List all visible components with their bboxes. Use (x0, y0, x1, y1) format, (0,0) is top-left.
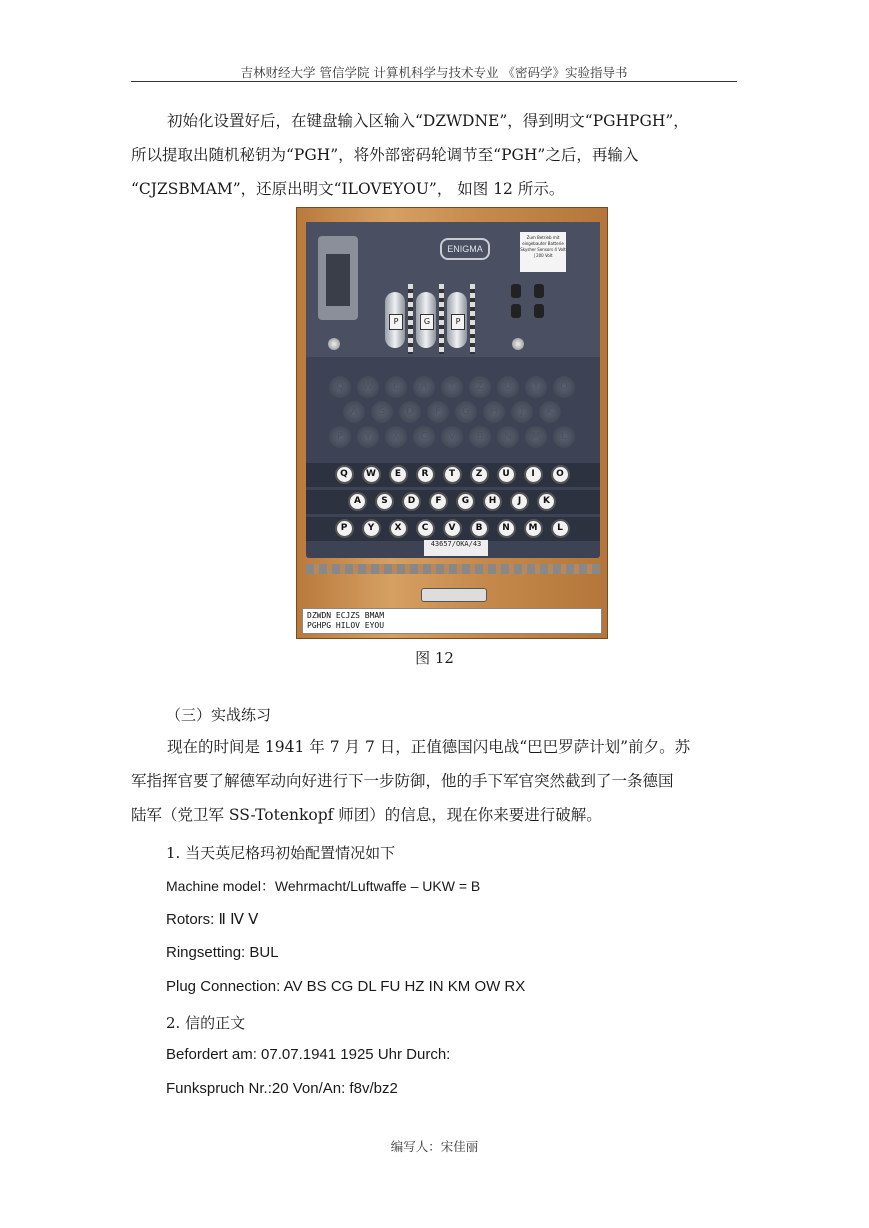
rotor-2[interactable] (416, 292, 436, 348)
key[interactable]: B (470, 519, 489, 538)
section-title: （三）实战练习 (166, 706, 272, 724)
lampboard-row-1 (322, 376, 582, 398)
key[interactable]: G (456, 492, 475, 511)
lamp: E (385, 376, 407, 398)
key[interactable]: P (335, 519, 354, 538)
lamp: F (427, 401, 449, 423)
key[interactable]: Q (335, 465, 354, 484)
practice-paragraph (131, 730, 741, 832)
socket (534, 304, 544, 318)
rotor-stripe (470, 284, 475, 354)
ciphertext-line: DZWDN ECJZS BMAM (307, 611, 385, 620)
key[interactable]: Y (362, 519, 381, 538)
page-footer: 编写人：宋佳丽 (390, 1139, 479, 1154)
lamp: W (357, 376, 379, 398)
practice-line-2: 军指挥官要了解德军动向好进行下一步防御，他的手下军官突然截到了一条德国 (131, 772, 674, 790)
output-box (302, 608, 602, 634)
keyboard-row-2 (322, 492, 582, 511)
figure-caption: 图 12 (415, 649, 454, 667)
key[interactable]: A (348, 492, 367, 511)
lampboard-row-3 (322, 426, 582, 448)
funkspruch-line: Funkspruch Nr.:20 Von/An: f8v/bz2 (166, 1080, 398, 1097)
lamp: H (483, 401, 505, 423)
key[interactable]: X (389, 519, 408, 538)
lamp: P (329, 426, 351, 448)
rotor-panel (306, 222, 600, 357)
key[interactable]: L (551, 519, 570, 538)
plug-connection: Plug Connection: AV BS CG DL FU HZ IN KM OW RX (166, 978, 526, 995)
lamp: I (525, 376, 547, 398)
plaintext-line: PGHPG HILOV EYOU (307, 621, 385, 630)
info-label: Zum Betrieb mit eingebauter Batterie Skysher Sensors 4 Volt | 200 Volt (520, 232, 566, 272)
key[interactable]: N (497, 519, 516, 538)
machine-model: Machine model：Wehrmacht/Luftwaffe – UKW = B (166, 878, 481, 894)
key[interactable]: F (429, 492, 448, 511)
key[interactable]: U (497, 465, 516, 484)
socket (534, 284, 544, 298)
key[interactable]: D (402, 492, 421, 511)
lamp: C (413, 426, 435, 448)
befordert-line: Befordert am: 07.07.1941 1925 Uhr Durch: (166, 1046, 451, 1063)
lamp: B (469, 426, 491, 448)
practice-line-3: 陆军（党卫军 SS-Totenkopf 师团）的信息，现在你来要进行破解。 (131, 806, 602, 824)
rotors-setting: Rotors: Ⅱ Ⅳ Ⅴ (166, 911, 259, 928)
rotor-3[interactable] (447, 292, 467, 348)
enigma-logo: ENIGMA (440, 238, 490, 260)
key[interactable]: H (483, 492, 502, 511)
enigma-figure (296, 207, 608, 639)
rotor-stripe (439, 284, 444, 354)
lamp: J (511, 401, 533, 423)
config-heading: 1. 当天英尼格玛初始配置情况如下 (166, 844, 396, 862)
intro-line-3: “CJZSBMAM”，还原出明文“ILOVEYOU”， 如图 12 所示。 (131, 180, 565, 198)
key[interactable]: R (416, 465, 435, 484)
intro-line-2: 所以提取出随机秘钥为“PGH”，将外部密码轮调节至“PGH”之后，再输入 (131, 146, 639, 164)
lamp: U (497, 376, 519, 398)
key[interactable]: V (443, 519, 462, 538)
ring-setting: Ringsetting: BUL (166, 944, 279, 961)
lamp: G (455, 401, 477, 423)
lamp: V (441, 426, 463, 448)
keyboard-row-3 (322, 519, 582, 538)
lamp: D (399, 401, 421, 423)
lamp: X (385, 426, 407, 448)
rotor-stripe (408, 284, 413, 354)
key[interactable]: C (416, 519, 435, 538)
key[interactable]: W (362, 465, 381, 484)
lamp: A (343, 401, 365, 423)
lamp: S (371, 401, 393, 423)
key[interactable]: I (524, 465, 543, 484)
rotor-2-letter: G (420, 314, 434, 330)
key[interactable]: S (375, 492, 394, 511)
lamp: K (539, 401, 561, 423)
lamp: Z (469, 376, 491, 398)
lampboard-row-2 (322, 401, 582, 423)
message-heading: 2. 信的正文 (166, 1014, 246, 1032)
page-header: 吉林财经大学 管信学院 计算机科学与技术专业 《密码学》实验指导书 (240, 65, 628, 80)
socket (511, 304, 521, 318)
rotor-1[interactable] (385, 292, 405, 348)
key[interactable]: Z (470, 465, 489, 484)
key[interactable]: J (510, 492, 529, 511)
lamp: O (553, 376, 575, 398)
rotor-1-letter: P (389, 314, 403, 330)
key[interactable]: T (443, 465, 462, 484)
battery-window (318, 236, 358, 320)
lamp: N (497, 426, 519, 448)
key[interactable]: K (537, 492, 556, 511)
rotor-3-letter: P (451, 314, 465, 330)
key[interactable]: E (389, 465, 408, 484)
practice-line-1: 现在的时间是 1941 年 7 月 7 日，正值德国闪电战“巴巴罗萨计划”前夕。苏 (167, 738, 691, 756)
lamp: T (441, 376, 463, 398)
front-handle (421, 588, 487, 602)
header-rule (131, 81, 737, 82)
lamp: Q (329, 376, 351, 398)
lamp: Y (357, 426, 379, 448)
lamp: L (553, 426, 575, 448)
lamp: M (525, 426, 547, 448)
socket (511, 284, 521, 298)
intro-line-1: 初始化设置好后，在键盘输入区输入“DZWDNE”，得到明文“PGHPGH”， (167, 112, 689, 130)
lamp: R (413, 376, 435, 398)
intro-paragraph (131, 104, 741, 206)
key[interactable]: M (524, 519, 543, 538)
screw-icon (512, 338, 524, 350)
enigma-panel (306, 222, 600, 558)
key[interactable]: O (551, 465, 570, 484)
screw-icon (328, 338, 340, 350)
serial-plate: 43657/OKA/43 (424, 540, 488, 556)
plugboard (306, 564, 600, 574)
keyboard-row-1 (322, 465, 582, 484)
